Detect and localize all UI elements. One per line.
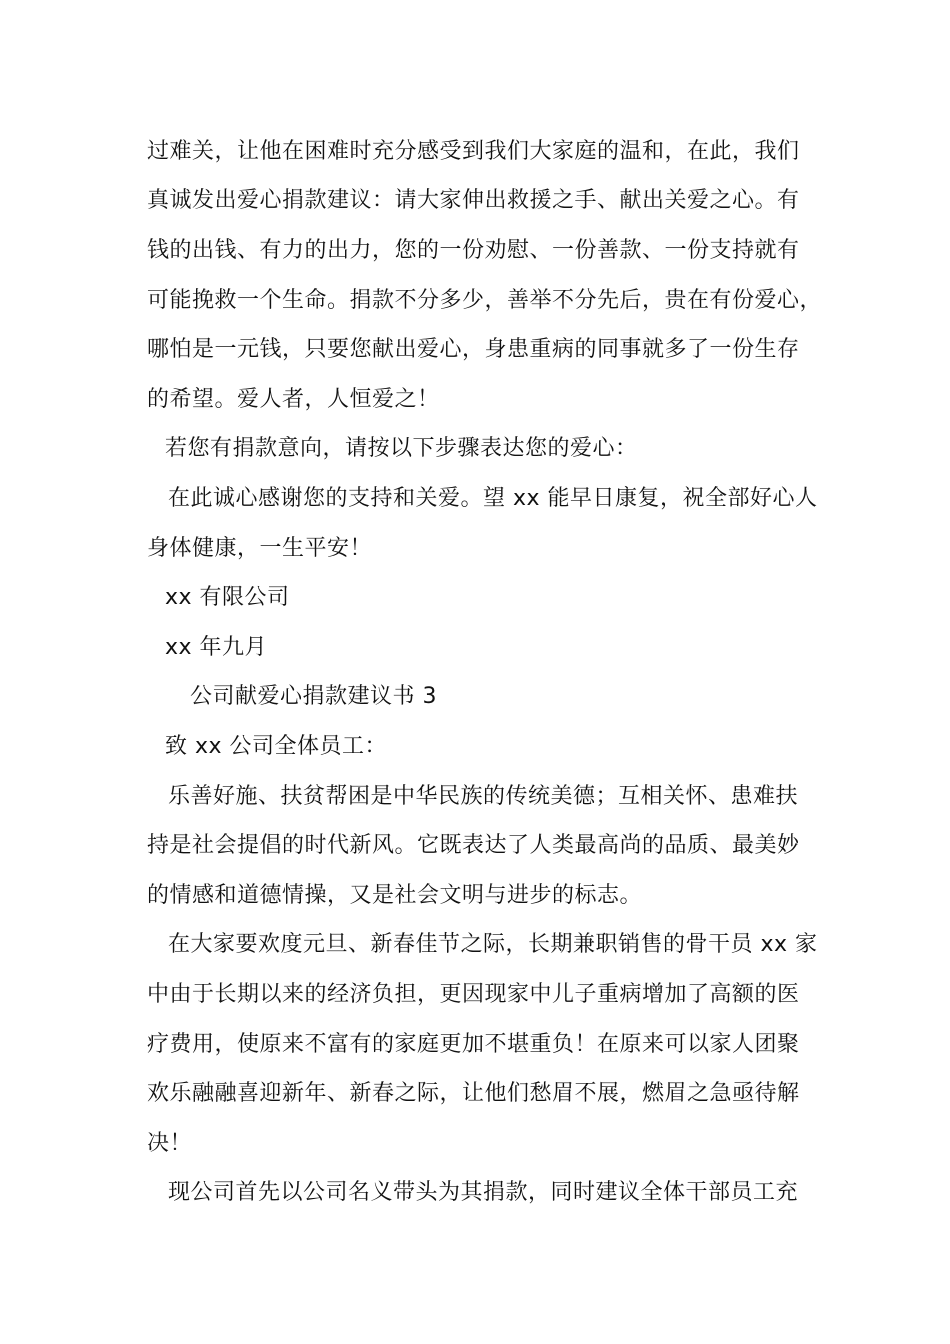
- body-line: 持是社会提倡的时代新风。它既表达了人类最高尚的品质、最美妙: [147, 833, 800, 858]
- body-line: 身体健康，一生平安！: [147, 536, 373, 561]
- body-line: 过难关，让他在困难时充分感受到我们大家庭的温和，在此，我们: [147, 139, 800, 164]
- paragraph-line: 现公司首先以公司名义带头为其捐款，同时建议全体干部员工充: [168, 1180, 799, 1205]
- body-line: 欢乐融融喜迎新年、新春之际，让他们愁眉不展，燃眉之急亟待解: [147, 1081, 800, 1106]
- signature-date: xx 年九月: [165, 635, 268, 660]
- body-line: 决！: [147, 1131, 193, 1156]
- salutation: 致 xx 公司全体员工：: [165, 734, 388, 759]
- body-line: 疗费用，使原来不富有的家庭更加不堪重负！在原来可以家人团聚: [147, 1032, 800, 1057]
- paragraph-line: 在此诚心感谢您的支持和关爱。望 xx 能早日康复，祝全部好心人: [168, 486, 818, 511]
- paragraph-line: 若您有捐款意向，请按以下步骤表达您的爱心：: [165, 436, 638, 461]
- body-line: 中由于长期以来的经济负担，更因现家中儿子重病增加了高额的医: [147, 982, 800, 1007]
- signature-company: xx 有限公司: [165, 585, 290, 610]
- body-line: 哪怕是一元钱，只要您献出爱心，身患重病的同事就多了一份生存: [147, 337, 800, 362]
- body-line: 钱的出钱、有力的出力，您的一份劝慰、一份善款、一份支持就有: [147, 238, 800, 263]
- paragraph-line: 乐善好施、扶贫帮困是中华民族的传统美德；互相关怀、患难扶: [168, 784, 799, 809]
- body-line: 的希望。爱人者，人恒爱之！: [147, 387, 440, 412]
- body-line: 可能挽救一个生命。捐款不分多少，善举不分先后，贵在有份爱心，: [147, 288, 823, 313]
- body-line: 真诚发出爱心捐款建议：请大家伸出救援之手、献出关爱之心。有: [147, 188, 800, 213]
- paragraph-line: 在大家要欢度元旦、新春佳节之际，长期兼职销售的骨干员 xx 家: [168, 932, 818, 957]
- body-line: 的情感和道德情操，又是社会文明与进步的标志。: [147, 883, 643, 908]
- section-title: 公司献爱心捐款建议书 3: [190, 684, 437, 709]
